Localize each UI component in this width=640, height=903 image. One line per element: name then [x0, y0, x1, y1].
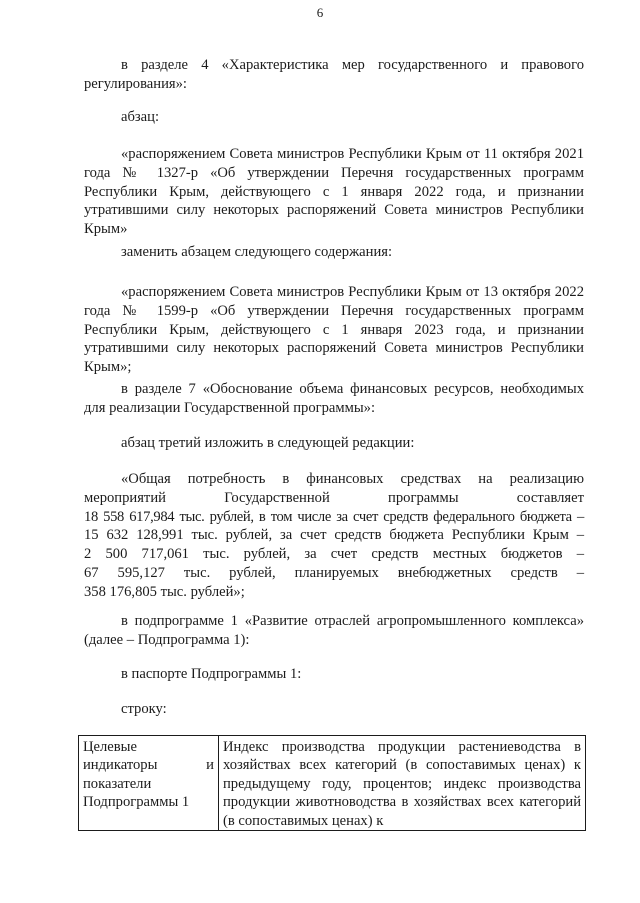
- paragraph-replace: заменить абзацем следующего содержания:: [121, 244, 393, 260]
- table-cell-label: [79, 736, 219, 831]
- paragraph-section4: в разделе 4 «Характеристика мер государственного и правового регулирования»:: [84, 57, 584, 92]
- table-label-line: Целевые: [83, 739, 137, 755]
- paragraph-section7: в разделе 7 «Обоснование объема финансовых ресурсов, необходимых для реализации Государственной программы»:: [84, 381, 584, 416]
- table-cell-indicators: Индекс производства продукции растениеводства в хозяйствах всех категорий (в сопоставимых ценах) к предыдущему году, процентов; индекс производства продукции животноводства в хозяйствах всех категорий (в сопоставимых ценах) к: [219, 736, 586, 831]
- funding-line: «Общая потребность в финансовых средствах на реализацию: [121, 471, 584, 487]
- paragraph-passport: в паспорте Подпрограммы 1:: [121, 666, 302, 682]
- funding-line: мероприятий Государственной программы составляет: [84, 489, 584, 506]
- paragraph-new-order: «распоряжением Совета министров Республики Крым от 13 октября 2022 года № 1599-р «Об утверждении Перечня государственных программ Республики Крым, действующего с 1 января 2023 года, и признании утратившими силу некоторых распоряжений Совета министров Республики Крым»;: [84, 284, 584, 376]
- funding-line: 18 558 617,984 тыс. рублей, в том числе за счет средств федерального бюджета –: [84, 508, 584, 525]
- table-label-line: Подпрограммы 1: [83, 794, 190, 811]
- table-row: [79, 736, 586, 831]
- funding-line: 2 500 717,061 тыс. рублей, за счет средств местных бюджетов –: [84, 546, 584, 563]
- paragraph-subprogram1: в подпрограмме 1 «Развитие отраслей агропромышленного комплекса» (далее – Подпрограмма 1):: [84, 613, 584, 648]
- funding-line: 358 176,805 тыс. рублей»;: [84, 583, 245, 600]
- paragraph-stroku: строку:: [121, 701, 167, 717]
- funding-line: 15 632 128,991 тыс. рублей, за счет средств бюджета Республики Крым –: [84, 527, 584, 544]
- funding-line: 67 595,127 тыс. рублей, планируемых внебюджетных средств –: [84, 564, 584, 581]
- indicators-table: [78, 735, 586, 831]
- paragraph-abzac: абзац:: [121, 109, 160, 125]
- table-label-line: индикаторы и: [83, 757, 214, 774]
- page-number: 6: [316, 5, 324, 20]
- paragraph-old-order: «распоряжением Совета министров Республики Крым от 11 октября 2021 года № 1327-р «Об утверждении Перечня государственных программ Республики Крым, действующего с 1 января 2022 года, и признании утратившими силу некоторых распоряжений Совета министров Республики Крым»: [84, 146, 584, 238]
- table-label-line: показатели: [83, 775, 152, 792]
- paragraph-third-abzac: абзац третий изложить в следующей редакции:: [121, 435, 415, 451]
- funding-paragraph: [84, 470, 584, 602]
